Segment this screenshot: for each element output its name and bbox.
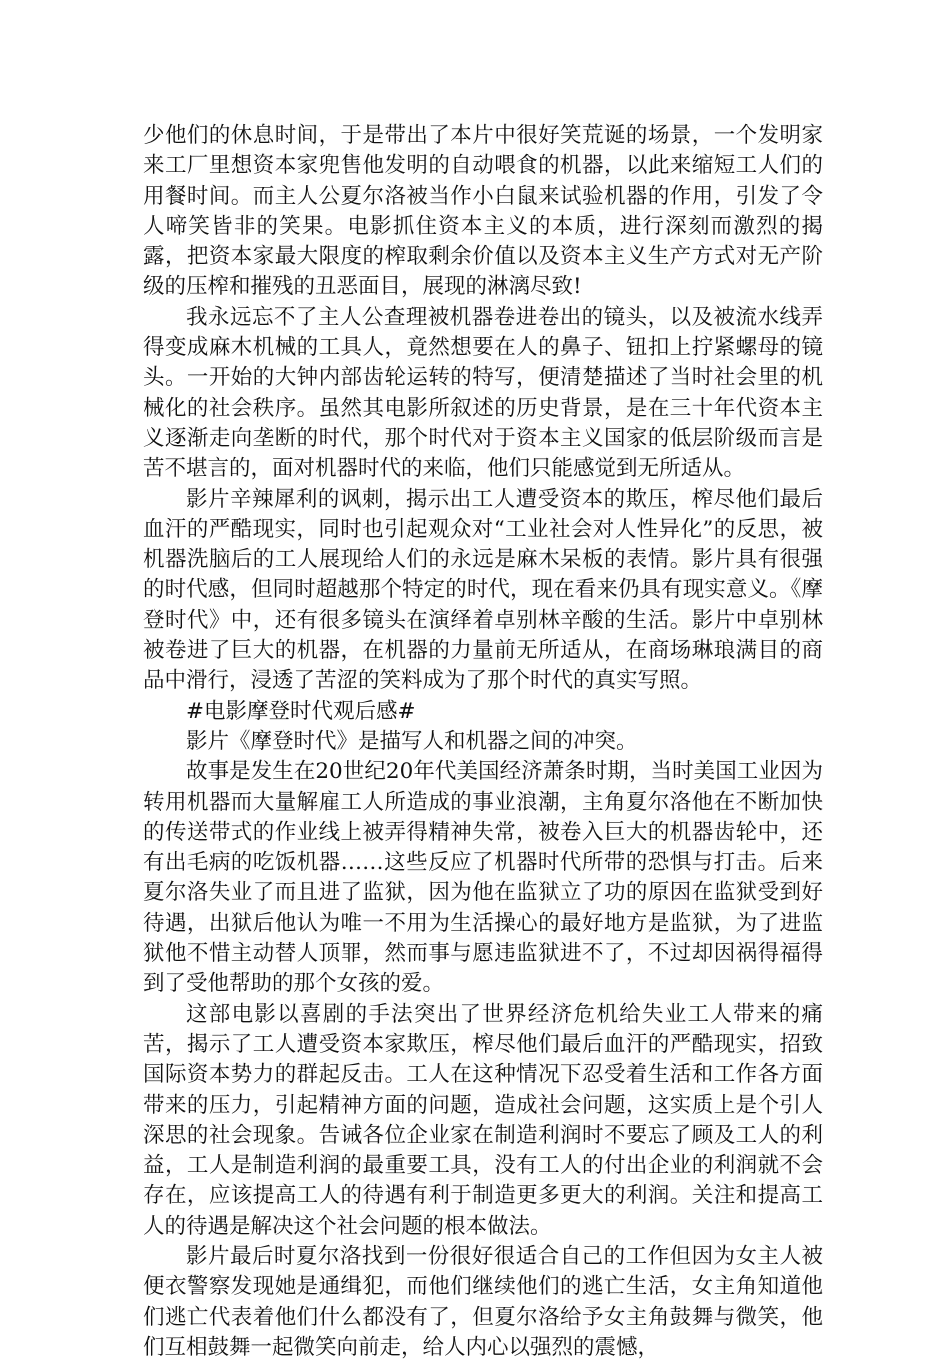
document-page <box>143 121 823 1363</box>
paragraph: 我永远忘不了主人公查理被机器卷进卷出的镜头，以及被流水线弄得变成麻木机械的工具人，竟然想要在人的鼻子、钮扣上拧紧螺母的镜头。一开始的大钟内部齿轮运转的特写，便清楚描述了当时社会里的机械化的社会秩序。虽然其电影所叙述的历史背景，是在三十年代资本主义逐渐走向垄断的时代，那个时代对于资本主义国家的低层阶级而言是苦不堪言的，面对机器时代的来临，他们只能感觉到无所适从。 <box>143 304 823 482</box>
paragraph-continued: 少他们的休息时间，于是带出了本片中很好笑荒诞的场景，一个发明家来工厂里想资本家兜售他发明的自动喂食的机器，以此来缩短工人们的用餐时间。而主人公夏尔洛被当作小白鼠来试验机器的作用，引发了令人啼笑皆非的笑果。电影抓住资本主义的本质，进行深刻而激烈的揭露，把资本家最大限度的榨取剩余价值以及资本主义生产方式对无产阶级的压榨和摧残的丑恶面目，展现的淋漓尽致! <box>143 123 823 300</box>
paragraph: 影片最后时夏尔洛找到一份很好很适合自己的工作但因为女主人被便衣警察发现她是通缉犯，而他们继续他们的逃亡生活，女主角知道他们逃亡代表着他们什么都没有了，但夏尔洛给予女主角鼓舞与微笑，他们互相鼓舞一起微笑向前走，给人内心以强烈的震憾， <box>143 1243 823 1360</box>
hashtag-heading: #电影摩登时代观后感# <box>186 698 416 724</box>
paragraph: 故事是发生在20世纪20年代美国经济萧条时期，当时美国工业因为转用机器而大量解雇工人所造成的事业浪潮，主角夏尔洛他在不断加快的传送带式的作业线上被弄得精神失常，被卷入巨大的机器齿轮中，还有出毛病的吃饭机器……这些反应了机器时代所带的恐惧与打击。后来夏尔洛失业了而且进了监狱，因为他在监狱立了功的原因在监狱受到好待遇，出狱后他认为唯一不用为生活操心的最好地方是监狱，为了进监狱他不惜主动替人顶罪，然而事与愿违监狱进不了，不过却因祸得福得到了受他帮助的那个女孩的爱。 <box>143 759 823 997</box>
paragraph: 影片《摩登时代》是描写人和机器之间的冲突。 <box>186 728 638 754</box>
paragraph: 影片辛辣犀利的讽刺，揭示出工人遭受资本的欺压，榨尽他们最后血汗的严酷现实，同时也引起观众对“工业社会对人性异化”的反思，被机器洗脑后的工人展现给人们的永远是麻木呆板的表情。影片具有很强的时代感，但同时超越那个特定的时代，现在看来仍具有现实意义。《摩登时代》中，还有很多镜头在演绎着卓别林辛酸的生活。影片中卓别林被卷进了巨大的机器，在机器的力量前无所适从，在商场琳琅满目的商品中滑行，浸透了苦涩的笑料成为了那个时代的真实写照。 <box>143 486 823 694</box>
paragraph: 这部电影以喜剧的手法突出了世界经济危机给失业工人带来的痛苦，揭示了工人遭受资本家欺压，榨尽他们最后血汗的严酷现实，招致国际资本势力的群起反击。工人在这种情况下忍受着生活和工作各方面带来的压力，引起精神方面的问题，造成社会问题，这实质上是个引人深思的社会现象。告诫各位企业家在制造利润时不要忘了顾及工人的利益，工人是制造利润的最重要工具，没有工人的付出企业的利润就不会存在，应该提高工人的待遇有利于制造更多更大的利润。关注和提高工人的待遇是解决这个社会问题的根本做法。 <box>143 1001 823 1239</box>
